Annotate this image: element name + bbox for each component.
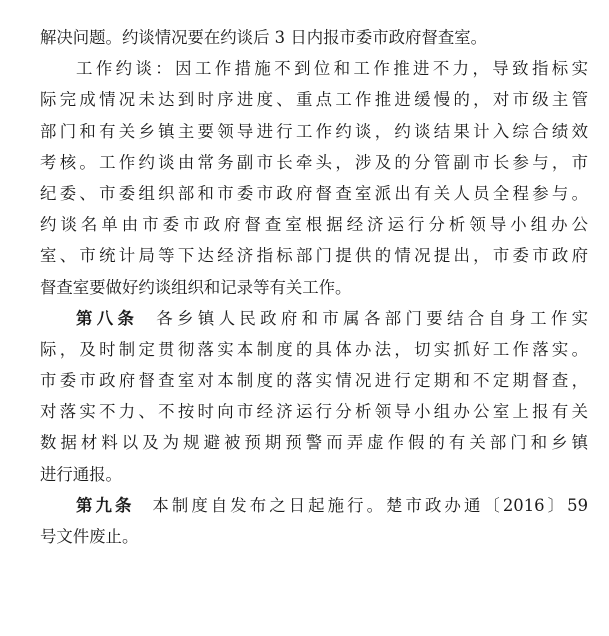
text-line: 数据材料以及为规避被预期预警而弄虚作假的有关部门和乡镇 [40,433,588,453]
article-nine [40,490,588,552]
text-line: 室、市统计局等下达经济指标部门提供的情况提出，市委市政府 [40,246,588,266]
document-body [40,22,588,552]
text-line: 考核。工作约谈由常务副市长牵头，涉及的分管副市长参与，市 [40,152,588,172]
text-line: 际完成情况未达到时序进度、重点工作推进缓慢的，对市级主管 [40,90,588,110]
article-text: 各乡镇人民政府和市属各部门要结合自身工作实 [156,308,588,328]
paragraph-continuation [40,22,588,53]
text-line [40,490,588,521]
article-eight [40,303,588,490]
text-line: 进行通报。 [40,464,122,484]
text-line [40,303,588,334]
text-line: 督查室要做好约谈组织和记录等有关工作。 [40,277,352,297]
article-heading: 第八条 [76,308,139,328]
text-line: 市委市政府督查室对本制度的落实情况进行定期和不定期督查， [40,371,588,391]
text-line: 工作约谈：因工作措施不到位和工作推进不力，导致指标实 [76,59,588,79]
text-line: 部门和有关乡镇主要领导进行工作约谈，约谈结果计入综合绩效 [40,121,588,141]
text-line: 号文件废止。 [40,527,139,546]
text-line: 际，及时制定贯彻落实本制度的具体办法，切实抓好工作落实。 [40,339,588,359]
text-line: 约谈名单由市委市政府督查室根据经济运行分析领导小组办公 [40,215,588,235]
article-heading: 第九条 [76,495,135,515]
text-line: 对落实不力、不按时向市经济运行分析领导小组办公室上报有关 [40,402,588,422]
paragraph-work-interview [40,53,588,303]
article-text: 本制度自发布之日起施行。楚市政办通〔2016〕59 [152,495,589,515]
text-line: 解决问题。约谈情况要在约谈后 3 日内报市委市政府督查室。 [40,28,488,47]
text-line: 纪委、市委组织部和市委市政府督查室派出有关人员全程参与。 [40,183,588,203]
